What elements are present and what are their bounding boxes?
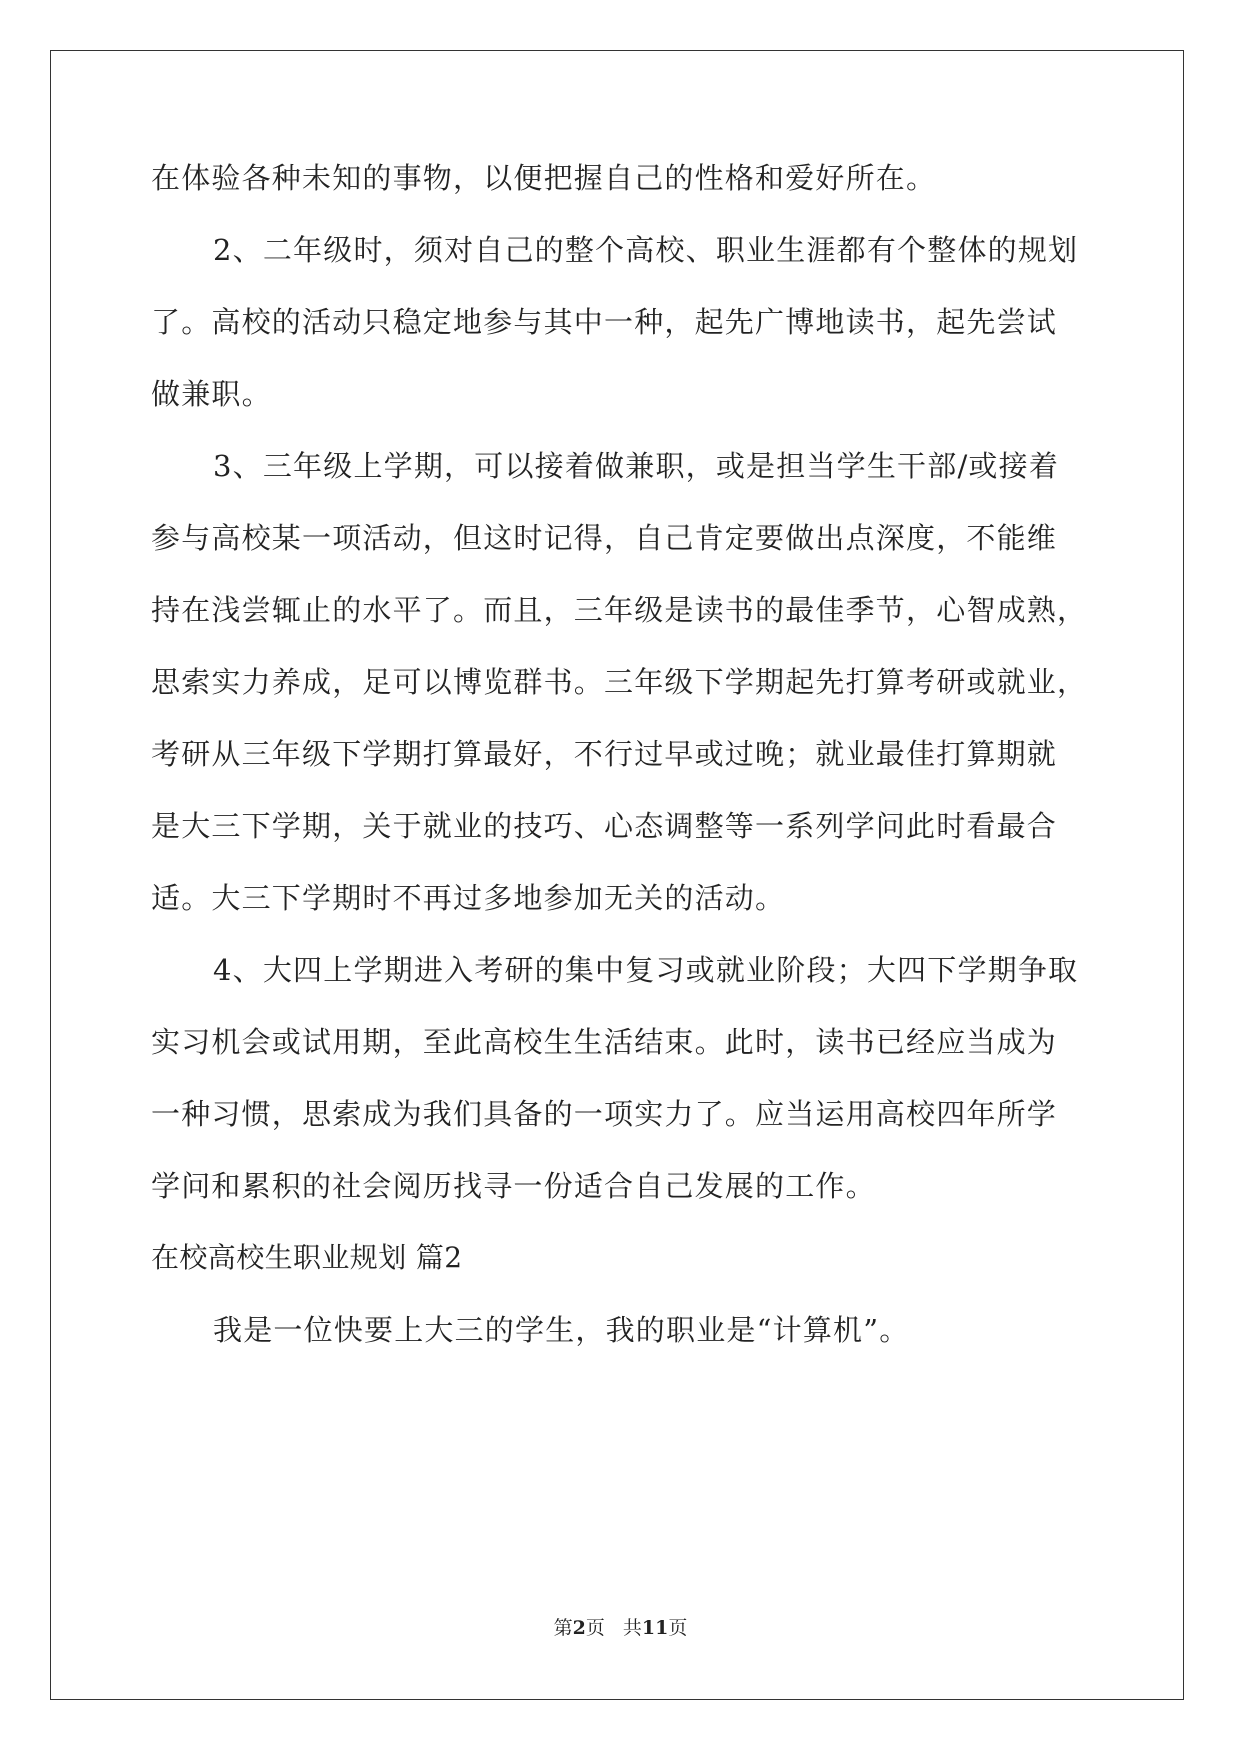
paragraph-line: 一种习惯，思索成为我们具备的一项实力了。应当运用高校四年所学	[151, 1097, 1058, 1131]
page-prefix: 第	[553, 1617, 573, 1639]
paragraph-line: 实习机会或试用期，至此高校生生活结束。此时，读书已经应当成为	[151, 1025, 1058, 1059]
total-page-count: 11	[641, 1617, 669, 1639]
section-heading: 在校高校生职业规划 篇2	[151, 1241, 463, 1274]
paragraph-line: 参与高校某一项活动，但这时记得，自己肯定要做出点深度，不能维	[151, 521, 1058, 555]
paragraph-line: 做兼职。	[151, 377, 272, 411]
total-prefix: 共	[622, 1617, 642, 1639]
paragraph-line: 是大三下学期，关于就业的技巧、心态调整等一系列学问此时看最合	[151, 809, 1058, 843]
document-body	[151, 160, 1091, 1384]
total-suffix: 页	[668, 1617, 688, 1639]
page-footer	[0, 1616, 1241, 1640]
paragraph-line: 2、二年级时，须对自己的整个高校、职业生涯都有个整体的规划	[213, 233, 1079, 267]
intro-line: 我是一位快要上大三的学生，我的职业是“计算机”。	[213, 1313, 910, 1347]
paragraph-line: 持在浅尝辄止的水平了。而且，三年级是读书的最佳季节，心智成熟，	[151, 593, 1088, 627]
paragraph-line: 适。大三下学期时不再过多地参加无关的活动。	[151, 881, 786, 915]
paragraph-line: 在体验各种未知的事物，以便把握自己的性格和爱好所在。	[151, 161, 937, 195]
current-page-number: 2	[572, 1617, 586, 1639]
paragraph-line: 思索实力养成，足可以博览群书。三年级下学期起先打算考研或就业，	[151, 665, 1088, 699]
paragraph-line: 了。高校的活动只稳定地参与其中一种，起先广博地读书，起先尝试	[151, 305, 1058, 339]
paragraph-line: 考研从三年级下学期打算最好，不行过早或过晚；就业最佳打算期就	[151, 737, 1058, 771]
page-suffix: 页	[585, 1617, 605, 1639]
paragraph-line: 4、大四上学期进入考研的集中复习或就业阶段；大四下学期争取	[213, 953, 1079, 987]
paragraph-line: 3、三年级上学期，可以接着做兼职，或是担当学生干部/或接着	[213, 449, 1060, 483]
paragraph-line: 学问和累积的社会阅历找寻一份适合自己发展的工作。	[151, 1169, 876, 1203]
